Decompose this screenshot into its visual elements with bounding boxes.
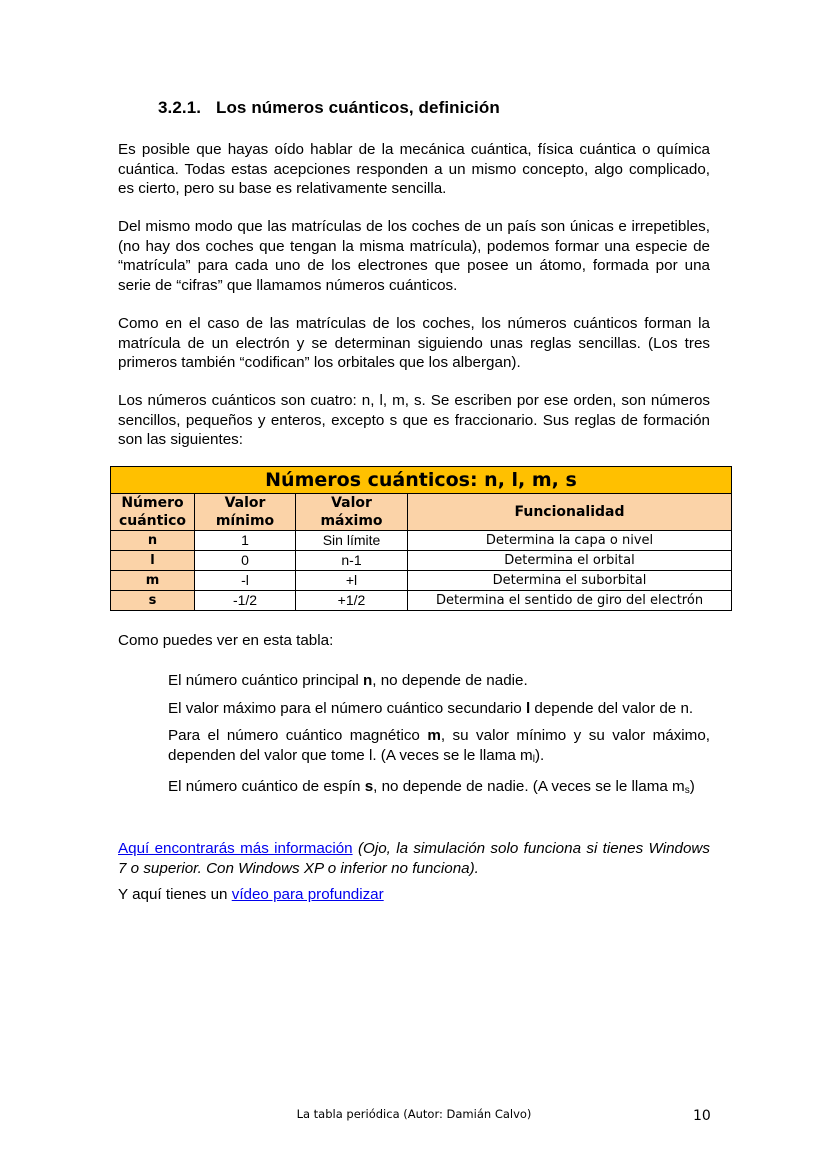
item-text: ).: [534, 746, 545, 764]
table-title: Números cuánticos: n, l, m, s: [111, 467, 732, 494]
item-bold: n: [363, 672, 373, 689]
item-text: depende del valor de n.: [530, 699, 694, 717]
item-subscript: l: [532, 753, 535, 765]
header-min-value-line1: Valor: [224, 495, 266, 511]
video-intro: Y aquí tienes un: [118, 886, 232, 903]
page-number: 10: [693, 1108, 711, 1124]
cell-min: -l: [195, 571, 296, 591]
table-row: [111, 571, 732, 591]
cell-max: Sin límite: [296, 531, 408, 551]
paragraph-4: Los números cuánticos son cuatro: n, l, m, s. Se escriben por ese orden, son números sencillos, pequeños y enteros, excepto s que es fraccionario. Sus reglas de formación son las siguientes:: [118, 392, 710, 449]
item-bold: m: [427, 727, 441, 745]
cell-max: +l: [296, 571, 408, 591]
video-paragraph: [118, 886, 384, 903]
item-text: , no depende de nadie.: [372, 672, 528, 689]
header-functionality: Funcionalidad: [408, 494, 732, 531]
section-number: 3.2.1.: [158, 98, 202, 117]
header-min-value-line2: mínimo: [215, 513, 275, 529]
item-bold: l: [525, 699, 531, 717]
item-text: El número cuántico de espín: [168, 778, 365, 796]
header-max-value-line1: Valor: [331, 495, 372, 511]
item-subscript: s: [684, 785, 690, 797]
more-info-link[interactable]: Aquí encontrarás más información: [118, 840, 353, 857]
item-text: Para el número cuántico magnético: [168, 727, 428, 745]
table-row: [111, 531, 732, 551]
paragraph-3: Como en el caso de las matrículas de los coches, los números cuánticos forman la matrícula de un electrón y se determinan siguiendo unas reglas sencillas. (Los tres primeros también “codifican” los orbitales que los albergan).: [118, 315, 710, 372]
list-item: [168, 671, 710, 691]
cell-quantum-number: m: [111, 571, 195, 591]
video-link[interactable]: vídeo para profundizar: [231, 886, 384, 903]
cell-functionality: Determina el suborbital: [408, 571, 732, 591]
cell-functionality: Determina la capa o nivel: [408, 531, 732, 551]
cell-functionality: Determina el orbital: [408, 551, 732, 571]
table-header-row: [111, 494, 732, 531]
cell-min: 0: [195, 551, 296, 571]
cell-max: +1/2: [296, 591, 408, 611]
list-item: [168, 726, 710, 769]
section-heading: [158, 98, 500, 118]
table-row: [111, 591, 732, 611]
list-item: [168, 699, 710, 719]
header-quantum-number-line2: cuántico: [118, 513, 187, 529]
item-bold: s: [364, 778, 374, 796]
header-quantum-number-line1: Número: [121, 495, 184, 511]
header-max-value-line2: máximo: [320, 513, 383, 529]
item-text: , su valor mínimo y su valor máximo, dependen del valor que tome l. (A veces se le llama m: [168, 727, 710, 764]
item-text: ): [689, 778, 695, 796]
paragraph-1: Es posible que hayas oído hablar de la mecánica cuántica, física cuántica o química cuántica. Todas estas acepciones responden a un mismo concepto, algo complicado, es cierto, pero su base es relativamente sencilla.: [118, 141, 710, 198]
explanation-list: [168, 671, 710, 809]
item-text: , no depende de nadie. (A veces se le llama m: [373, 778, 685, 796]
header-quantum-number: [111, 494, 195, 531]
cell-max: n-1: [296, 551, 408, 571]
table-row: [111, 551, 732, 571]
table-title-row: [111, 467, 732, 494]
cell-min: -1/2: [195, 591, 296, 611]
item-text: El valor máximo para el número cuántico secundario: [168, 699, 526, 717]
cell-min: 1: [195, 531, 296, 551]
list-item: [168, 777, 710, 801]
quantum-numbers-table: [110, 466, 732, 611]
cell-quantum-number: s: [111, 591, 195, 611]
item-text: El número cuántico principal: [168, 672, 364, 689]
simulation-note: (Ojo, la simulación solo funciona si tienes Windows 7 o superior. Con Windows XP o inferior no funciona).: [118, 840, 710, 877]
paragraph-2: Del mismo modo que las matrículas de los coches de un país son únicas e irrepetibles, (no hay dos coches que tengan la misma matrícula), podemos formar una especie de “matrícula” para cada uno de los electrones que posee un átomo, formada por una serie de “cifras” que llamamos números cuánticos.: [118, 218, 710, 294]
section-title: Los números cuánticos, definición: [215, 98, 500, 117]
after-table-text: Como puedes ver en esta tabla:: [118, 632, 334, 649]
page-footer: La tabla periódica (Autor: Damián Calvo): [296, 1107, 532, 1121]
header-min-value: [195, 494, 296, 531]
header-max-value: [296, 494, 408, 531]
cell-functionality: Determina el sentido de giro del electrón: [408, 591, 732, 611]
info-paragraph: [118, 839, 710, 878]
cell-quantum-number: n: [111, 531, 195, 551]
cell-quantum-number: l: [111, 551, 195, 571]
